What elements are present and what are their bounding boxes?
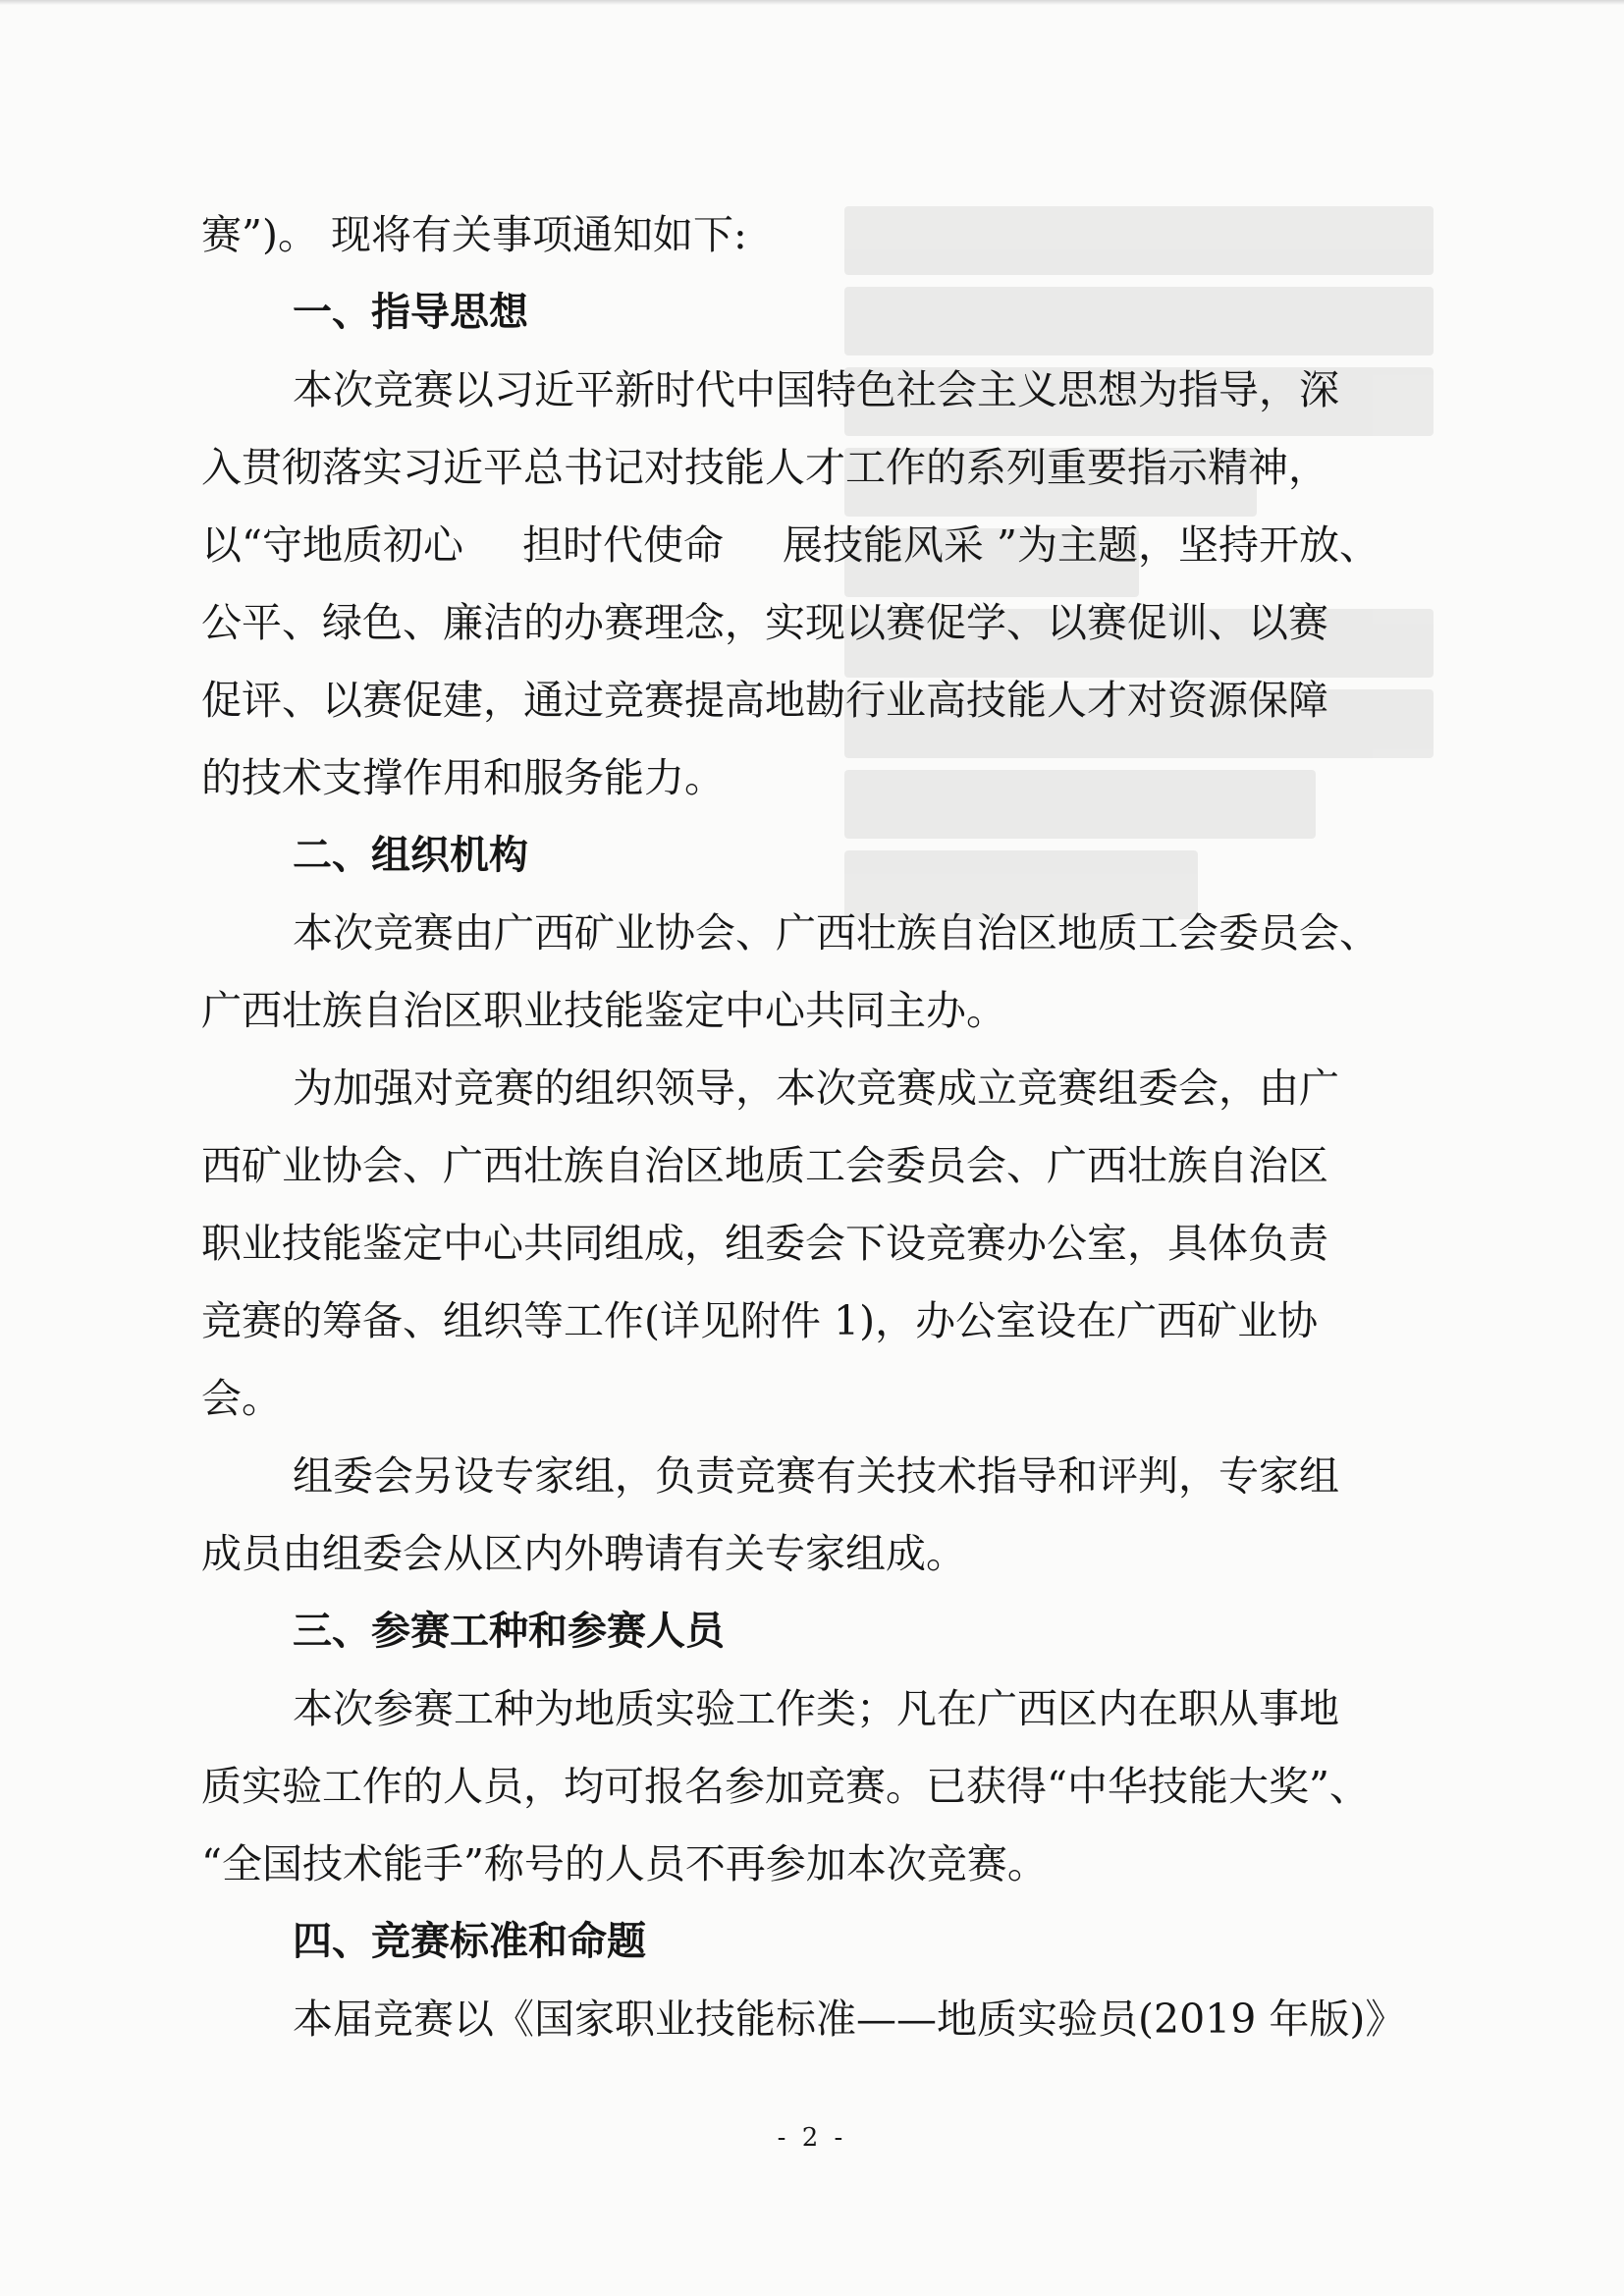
- scan-edge: [0, 0, 1624, 5]
- body-line: 公平、绿色、廉洁的办赛理念，实现以赛促学、以赛促训、以赛: [201, 599, 1328, 646]
- body-line: 广西壮族自治区职业技能鉴定中心共同主办。: [201, 987, 1006, 1034]
- theme-part-3: 展技能风采 ”为主题，坚持开放、: [782, 521, 1380, 569]
- body-line: 质实验工作的人员，均可报名参加竞赛。已获得“中华技能大奖”、: [201, 1763, 1370, 1810]
- theme-part-2: 担时代使命: [521, 521, 724, 569]
- body-line: 入贯彻落实习近平总书记对技能人才工作的系列重要指示精神，: [201, 444, 1328, 491]
- paragraph-line: 本次竞赛以习近平新时代中国特色社会主义思想为指导，深: [293, 366, 1339, 413]
- body-line: 西矿业协会、广西壮族自治区地质工会委员会、广西壮族自治区: [201, 1142, 1328, 1189]
- paragraph-line: 本届竞赛以《国家职业技能标准——地质实验员(2019 年版)》: [293, 1995, 1406, 2043]
- section-heading: 一、指导思想: [293, 290, 528, 335]
- body-line: 促评、以赛促建，通过竞赛提高地勘行业高技能人才对资源保障: [201, 677, 1328, 724]
- body-line: 的技术支撑作用和服务能力。: [201, 754, 725, 801]
- document-body: [201, 196, 1429, 2058]
- theme-part-1: 以“守地质初心: [201, 521, 463, 569]
- paragraph-line: 为加强对竞赛的组织领导，本次竞赛成立竞赛组委会，由广: [293, 1065, 1339, 1112]
- body-line: [201, 507, 1429, 584]
- section-heading: 四、竞赛标准和命题: [293, 1919, 646, 1964]
- body-line: 成员由组委会从区内外聘请有关专家组成。: [201, 1530, 966, 1577]
- body-line: 会。: [201, 1375, 282, 1422]
- section-heading: 三、参赛工种和参赛人员: [293, 1609, 725, 1654]
- body-line: “全国技术能手”称号的人员不再参加本次竞赛。: [201, 1840, 1048, 1887]
- body-line: 赛”)。 现将有关事项通知如下:: [201, 211, 747, 258]
- section-heading: 二、组织机构: [293, 833, 528, 878]
- body-line: 竞赛的筹备、组织等工作(详见附件 1)，办公室设在广西矿业协: [201, 1297, 1319, 1344]
- paragraph-line: 本次参赛工种为地质实验工作类；凡在广西区内在职从事地: [293, 1685, 1339, 1732]
- paragraph-line: 本次竞赛由广西矿业协会、广西壮族自治区地质工会委员会、: [293, 909, 1380, 957]
- body-line: 职业技能鉴定中心共同组成，组委会下设竞赛办公室，具体负责: [201, 1220, 1328, 1267]
- paragraph-line: 组委会另设专家组，负责竞赛有关技术指导和评判，专家组: [293, 1452, 1339, 1500]
- page-number: - 2 -: [777, 2123, 847, 2153]
